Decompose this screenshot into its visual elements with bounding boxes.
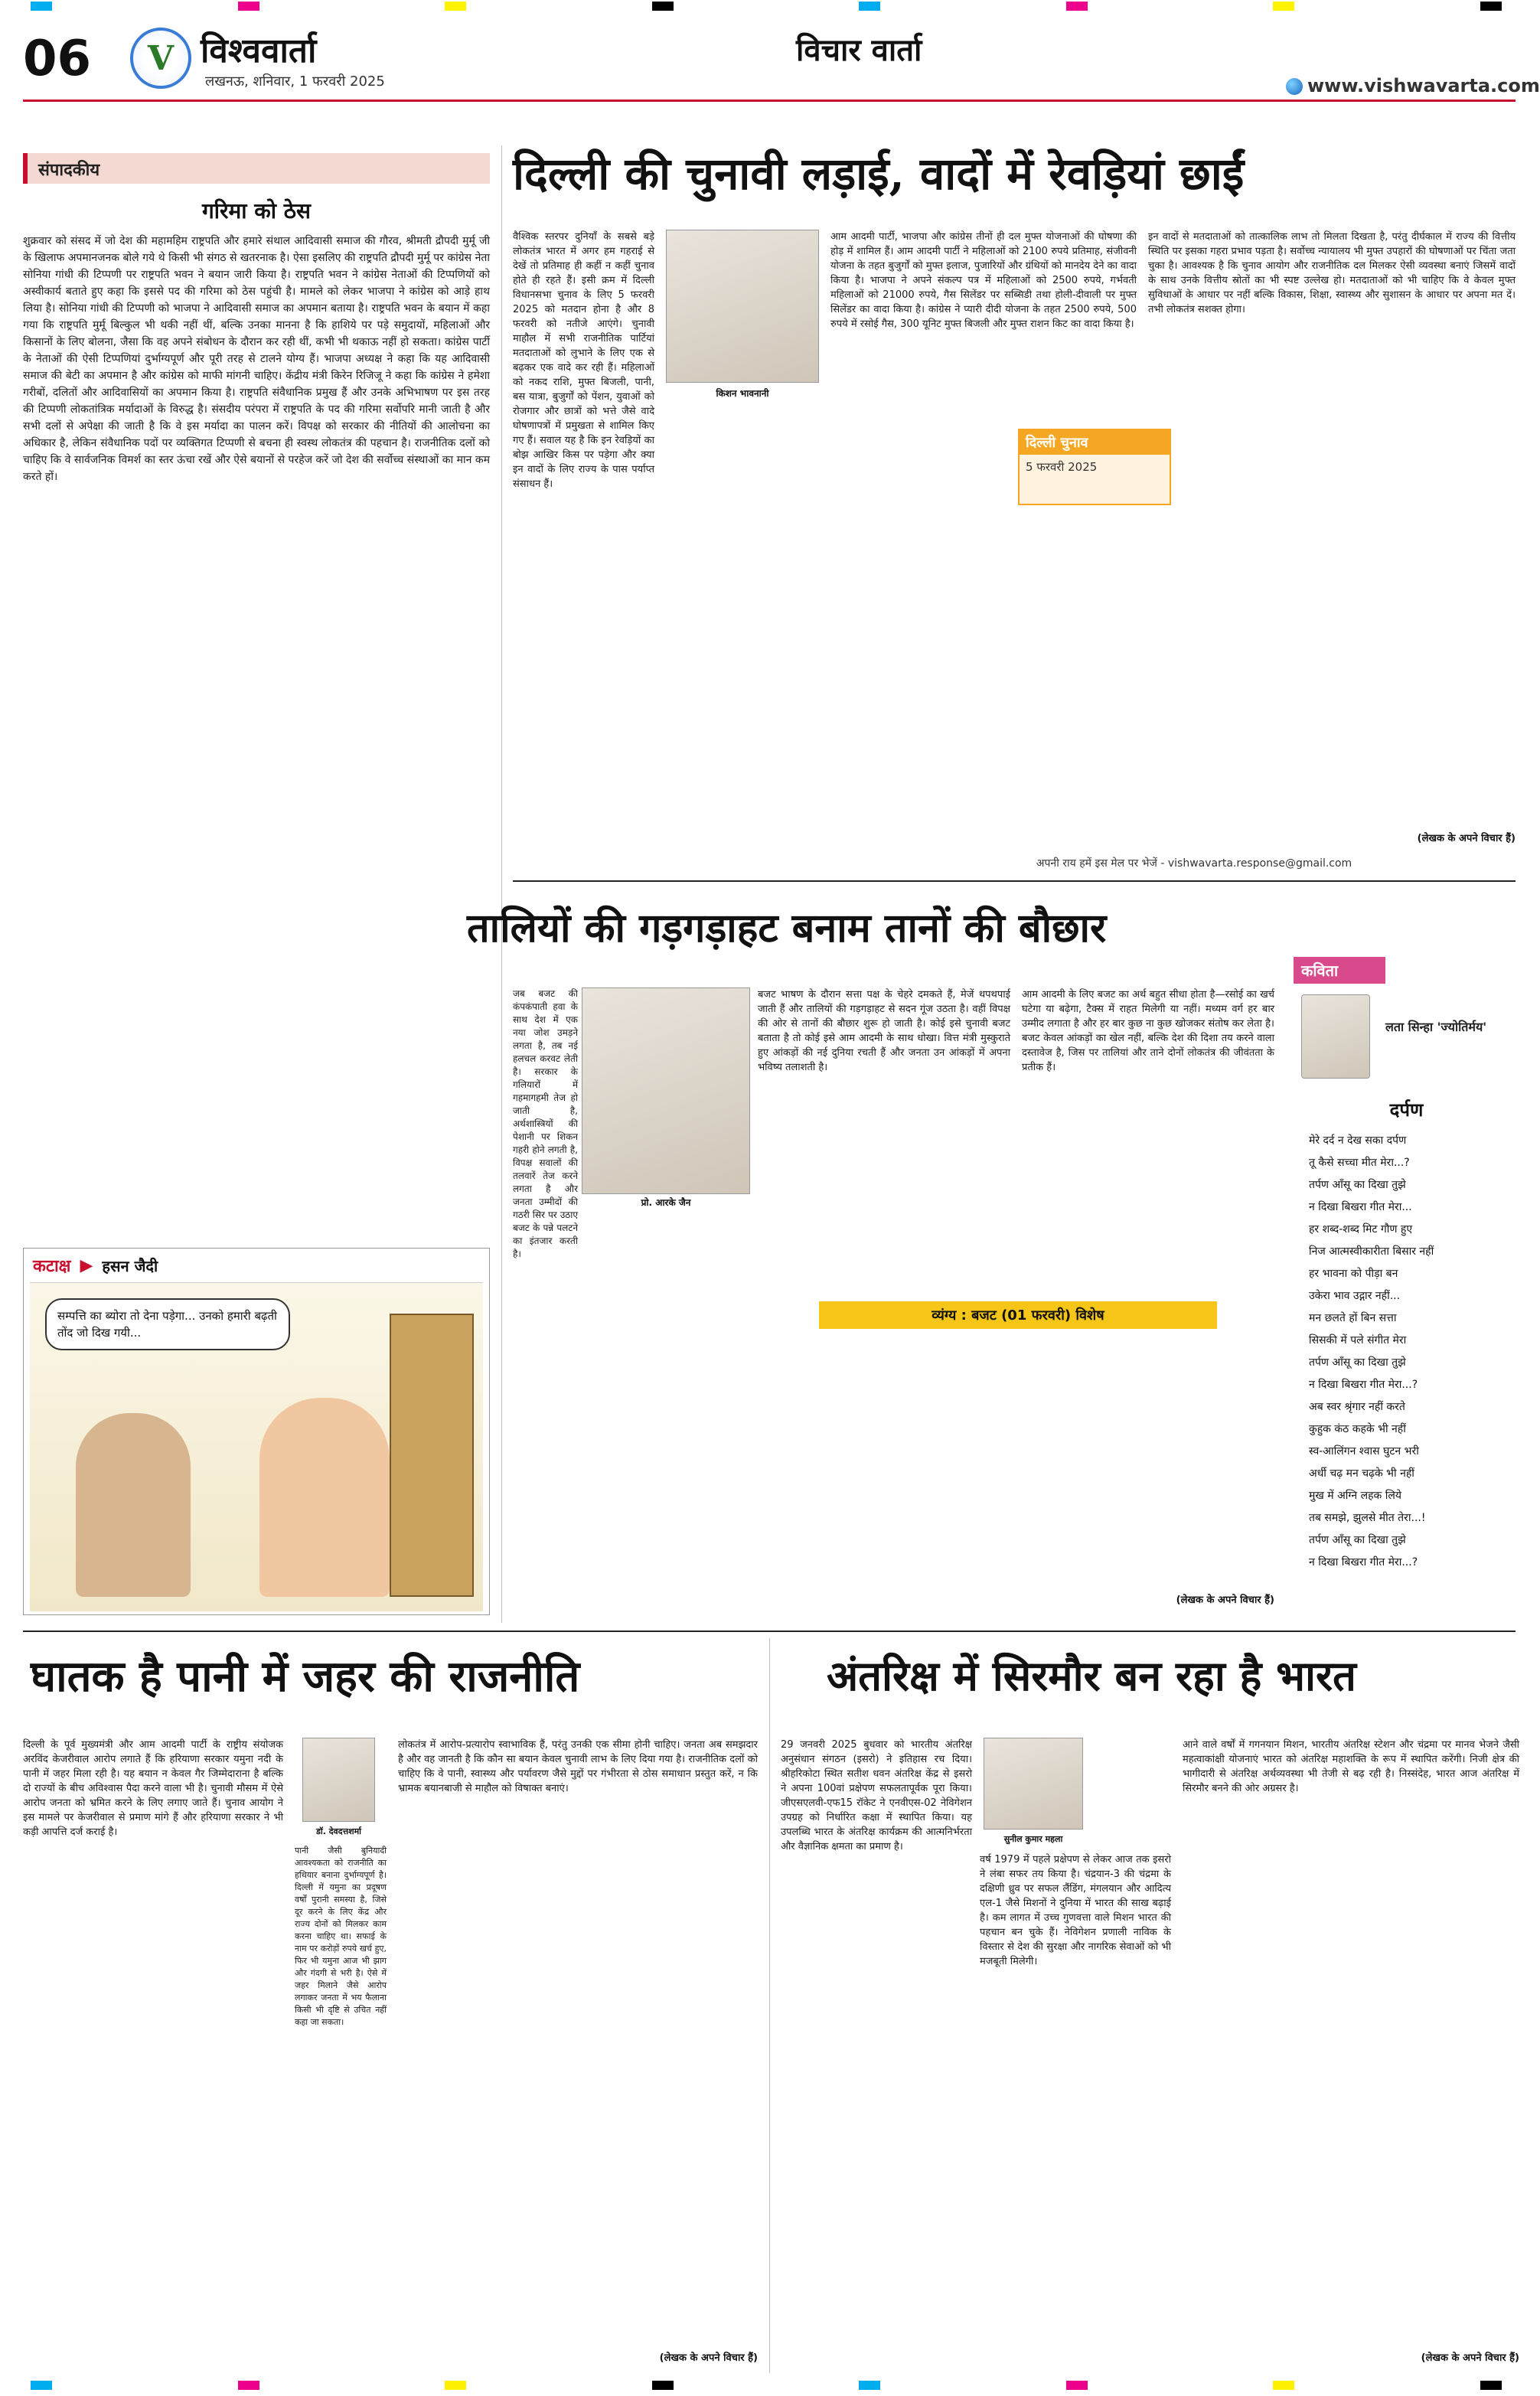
poem-line: कुहुक कंठ कहके भी नहीं (1309, 1423, 1406, 1435)
color-bar-top (0, 0, 1537, 12)
article2-headline: तालियों की गड़गड़ाहट बनाम तानों की बौछार (467, 905, 1107, 952)
poem-line: सिसकी में पले संगीत मेरा (1309, 1334, 1407, 1347)
article1-col3: इन वादों से मतदाताओं को तात्कालिक लाभ तो मिलता दिखता है, परंतु दीर्घकाल में राज्य की वित्तीय स्थिति पर इसका गहरा प्रभाव पड़ता है। सर्वोच्च न्यायालय भी मुफ्त उपहारों की घोषणाओं पर चिंता जता चुका है। आवश्यक है कि चुनाव आयोग और राजनीतिक दल मिलकर ऐसी व्यवस्था बनाएं जिसमें वादों के साथ उनके वित्तीय स्रोतों का भी स्पष्ट उल्लेख हो। मतदाताओं को भी चाहिए कि वे केवल मुफ्त सुविधाओं के आधार पर नहीं बल्कि विकास, शिक्षा, स्वास्थ्य और सुशासन के आधार पर अपना मत दें। तभी लोकतंत्र सशक्त होगा। (1148, 231, 1516, 315)
masthead (23, 23, 1540, 107)
cartoon-image (30, 1282, 483, 1611)
color-swatch (1273, 2, 1294, 11)
article2-footer: (लेखक के अपने विचार हैं) (1176, 1595, 1274, 1606)
poem-line: अर्धी चढ़ मन चढ़के भी नहीं (1309, 1467, 1414, 1480)
article4-footer: (लेखक के अपने विचार हैं) (1421, 2352, 1519, 2364)
budget-banner: व्यंग्य : बजट (01 फरवरी) विशेष (819, 1301, 1217, 1329)
color-swatch (238, 2, 259, 11)
color-swatch (445, 2, 466, 11)
article3-col2: पानी जैसी बुनियादी आवश्यकता को राजनीति का हथियार बनाना दुर्भाग्यपूर्ण है। दिल्ली में यमुना का प्रदूषण वर्षों पुरानी समस्या है, जिसे दूर करने के लिए केंद्र और राज्य दोनों को मिलकर काम करना चाहिए था। सफाई के नाम पर करोड़ों रुपये खर्च हुए, फिर भी यमुना आज भी झाग और गंदगी से भरी है। ऐसे में जहर मिलाने जैसे आरोप लगाकर जनता में भय फैलाना किसी भी दृष्टि से उचित नहीं कहा जा सकता। (295, 1846, 387, 2027)
color-swatch (1273, 2381, 1294, 2390)
cartoon-door (390, 1314, 474, 1597)
dateline: लखनऊ, शनिवार, 1 फरवरी 2025 (205, 73, 385, 90)
masthead-rule (23, 100, 1516, 102)
paper-name: विश्ववार्ता (201, 31, 317, 70)
article3-author: डॉ. देवदत्तशर्मा (315, 1826, 362, 1836)
color-swatch (445, 2381, 466, 2390)
poem-line: न दिखा बिखरा गीत मेरा... (1309, 1201, 1412, 1213)
poem-title: दर्पण (1389, 1099, 1424, 1121)
section-rule (513, 880, 1516, 882)
article2-col2: बजट भाषण के दौरान सत्ता पक्ष के चेहरे दमकते हैं, मेजें थपथपाई जाती हैं और तालियों की गड़गड़ाहट से सदन गूंज उठता है। वहीं विपक्ष की ओर से तानों की बौछार शुरू हो जाती है। कोई इसे चुनावी बजट बताता है तो कोई इसे आम आदमी के साथ धोखा। वित्त मंत्री मुस्कुराते हुए आंकड़ों की नई दुनिया रचती हैं और जनता उन आंकड़ों में अपना भविष्य तलाशती है। (758, 989, 1010, 1073)
poem-line: हर शब्द-शब्द मिट गौण हुए (1309, 1223, 1413, 1236)
cartoon-artist: हसन जैदी (102, 1256, 158, 1275)
color-swatch (238, 2381, 259, 2390)
color-bar-bottom (0, 2379, 1537, 2391)
editorial-body: शुक्रवार को संसद में जो देश की महामहिम राष्ट्रपति और हमारे संथाल आदिवासी समाज की गौरव, श्रीमती द्रौपदी मुर्मू जी के खिलाफ अपमानजनक बोले गये थे किसी भी संगठ से खतरनाक है। ऐसा इसलिए की राष्ट्रपति द्रौपदी मुर्मू पर कांग्रेस नेता सोनिया गांधी की टिप्पणी पर राष्ट्रपति भवन ने बयान जारी किया है। राष्ट्रपति भवन ने कांग्रेस नेताओं की टिप्पणियों को अस्वीकार्य बताते हुए कहा कि इससे पद की गरिमा को ठेस पहुंची है। मामले को लेकर भाजपा ने कांग्रेस को आड़े हाथ लिया है। सोनिया गांधी की टिप्पणी को भाजपा ने आदिवासी समाज का अपमान बताया है। राष्ट्रपति भवन के बयान में कहा गया कि राष्ट्रपति मुर्मू बिल्कुल भी थकी नहीं थीं, बल्कि उनका मानना है कि हाशिये पर पड़े समुदायों, महिलाओं और किसानों के लिए बोलना, जैसा कि वह अपने संबोधन के दौरान कर रही थीं, कभी भी थकाऊ नहीं हो सकता। कांग्रेस पार्टी के नेताओं की ऐसी टिप्पणियां दुर्भाग्यपूर्ण और पूरी तरह से टालने योग्य हैं। भाजपा अध्यक्ष ने कहा कि यह आदिवासी समाज की बेटी का अपमान है और कांग्रेस को माफी मांगनी चाहिए। केंद्रीय मंत्री किरेन रिजिजू ने कहा कि कांग्रेस ने हमेशा गरीबों, दलितों और आदिवासियों का अपमान किया है। राष्ट्रपति संवैधानिक प्रमुख हैं और उनके अभिभाषण पर इस तरह की टिप्पणी लोकतांत्रिक मर्यादाओं के विरुद्ध है। संसदीय परंपरा में राष्ट्रपति के पद की गरिमा सर्वोपरि मानी जाती है और सभी दलों से अपेक्षा की जाती है कि वे इस मर्यादा का पालन करें। विपक्ष को सरकार की नीतियों की आलोचना का अधिकार है, लेकिन संवैधानिक पदों पर व्यक्तिगत टिप्पणी से बचना ही स्वस्थ लोकतंत्र की पहचान है। राजनीतिक दलों को चाहिए कि वे सार्वजनिक विमर्श का स्तर ऊंचा रखें और ऐसे बयानों से परहेज करें जो देश की सर्वोच्च संस्थाओं का मान कम करते हों। (23, 235, 490, 483)
article4-author-photo (984, 1738, 1083, 1830)
poem-line: मेरे दर्द न देख सका दर्पण (1309, 1134, 1407, 1147)
article3-author-photo (302, 1738, 375, 1822)
poem-label: कविता (1294, 957, 1385, 984)
paper-logo-icon: V (130, 28, 191, 89)
editorial-label: संपादकीय (23, 153, 490, 184)
article1-col1: वैश्विक स्तरपर दुनियाँ के सबसे बड़े लोकतंत्र भारत में अगर हम गहराई से देखें तो प्रतिमाह ही कहीं न कहीं चुनाव होते ही रहते हैं। इसी क्रम में दिल्ली विधानसभा चुनाव के लिए 5 फरवरी 2025 को मतदान होना है और 8 फरवरी को नतीजे आएंगे। चुनावी माहौल में सभी राजनीतिक पार्टियां मतदाताओं को लुभाने के लिए एक से बढ़कर एक वादे कर रही हैं। महिलाओं को नकद राशि, मुफ्त बिजली, पानी, बस यात्रा, बुजुर्गों को पेंशन, युवाओं को रोजगार और छात्रों को भत्ते जैसे वादे घोषणापत्रों में प्रमुखता से शामिल किए गए हैं। सवाल यह है कि इन रेवड़ियों का बोझ आखिर किस पर पड़ेगा और क्या इन वादों के लिए राज्य के पास पर्याप्त संसाधन हैं। (513, 231, 654, 490)
article3-col1: दिल्ली के पूर्व मुख्यमंत्री और आम आदमी पार्टी के राष्ट्रीय संयोजक अरविंद केजरीवाल आरोप लगाते हैं कि हरियाणा सरकार यमुना नदी के पानी में जहर मिला रही है। यह बयान न केवल गैर जिम्मेदाराना है बल्कि दो राज्यों के बीच अविश्वास पैदा करने वाला भी है। चुनावी मौसम में ऐसे आरोप जनता को भ्रमित करने के लिए लगाए जाते हैं। चुनाव आयोग ने इस मामले पर केजरीवाल से प्रमाण मांगे हैं और हरियाणा सरकार ने भी कड़ी आपत्ति दर्ज कराई है। (23, 1739, 283, 1838)
color-swatch (652, 2, 674, 11)
article1-col1-cont (513, 413, 819, 865)
color-swatch (1480, 2381, 1502, 2390)
poem-line: स्व-आलिंगन श्वास घुटन भरी (1309, 1445, 1419, 1458)
article1-headline: दिल्ली की चुनावी लड़ाई, वादों में रेवड़ियां छाईं (513, 148, 1245, 200)
poem-line: हर भावना को पीड़ा बन (1309, 1268, 1398, 1280)
article2-author: प्रो. आरके जैन (641, 1197, 691, 1208)
response-email: अपनी राय हमें इस मेल पर भेजें - vishwavarta.response@gmail.com (1036, 857, 1352, 870)
poem-line: अब स्वर श्रृंगार नहीं करते (1309, 1401, 1405, 1413)
column-divider (769, 1638, 770, 2373)
poem-line: तब समझे, झुलसे मीत तेरा...! (1309, 1512, 1426, 1524)
poem-line: न दिखा बिखरा गीत मेरा...? (1309, 1379, 1418, 1391)
section-rule (23, 1631, 1516, 1632)
speech-bubble: सम्पत्ति का ब्योरा तो देना पड़ेगा... उनको हमारी बढ़ती तोंद जो दिख गयी... (45, 1298, 290, 1350)
color-swatch (31, 2381, 52, 2390)
color-swatch (1480, 2, 1502, 11)
article4-author: सुनील कुमार महला (1003, 1834, 1063, 1844)
poem-line: निज आत्मस्वीकारीता बिसार नहीं (1309, 1245, 1434, 1258)
poem-line: तर्पण आँसू का दिखा तुझे (1309, 1356, 1406, 1369)
article4-col1: 29 जनवरी 2025 बुधवार को भारतीय अंतरिक्ष अनुसंधान संगठन (इसरो) ने इतिहास रच दिया। श्रीहरिकोटा स्थित सतीश धवन अंतरिक्ष केंद्र से इसरो ने अपना 100वां प्रक्षेपण सफलतापूर्वक पूरा किया। जीएसएलवी-एफ15 रॉकेट ने एनवीएस-02 नेविगेशन उपग्रह को निर्धारित कक्षा में स्थापित किया। यह उपलब्धि भारत के अंतरिक्ष कार्यक्रम की आत्मनिर्भरता और वैज्ञानिक क्षमता का प्रमाण है। (781, 1739, 972, 1852)
color-swatch (31, 2, 52, 11)
editorial-column (23, 153, 490, 1209)
article3-col3: लोकतंत्र में आरोप-प्रत्यारोप स्वाभाविक हैं, परंतु उनकी एक सीमा होनी चाहिए। जनता अब समझदार है और वह जानती है कि कौन सा बयान केवल चुनावी लाभ के लिए दिया गया है। राजनीतिक दलों को चाहिए कि वे पानी, स्वास्थ्य और पर्यावरण जैसे मुद्दों पर गंभीरता से ठोस समाधान प्रस्तुत करें, न कि भ्रामक बयानबाजी से माहौल को विषाक्त बनाएं। (398, 1739, 758, 1794)
color-swatch (652, 2381, 674, 2390)
poet-name: लता सिन्हा 'ज्योतिर्मय' (1385, 1020, 1487, 1034)
article1-author-photo (666, 230, 819, 383)
arrow-icon: ▶ (80, 1255, 93, 1275)
poem-body (1294, 1130, 1519, 1574)
cartoon-figure-right (259, 1398, 390, 1597)
section-title: विचार वार्ता (796, 33, 922, 68)
article2-col1: जब बजट की कंपकंपाती हवा के साथ देश में एक नया जोश उमड़ने लगता है, तब नई हलचल करवट लेती है। सरकार के गलियारों में गहमागहमी तेज हो जाती है, अर्थशास्त्रियों की पेशानी पर शिकन गहरी होने लगती है, विपक्ष सवालों की तलवारें तेज करने लगता है और जनता उम्मीदों की गठरी सिर पर उठाए बजट के पन्ने पलटने का इंतजार करती है। (513, 988, 578, 1259)
article1-author: किशन भावनानी (716, 388, 769, 399)
color-swatch (859, 2381, 880, 2390)
page-number: 06 (23, 31, 92, 87)
article2-col1-cont (513, 1217, 742, 1615)
article3-footer: (लेखक के अपने विचार हैं) (659, 2352, 758, 2364)
poem-line: उकेरा भाव उद्गार नहीं... (1309, 1290, 1401, 1302)
cartoon-label: कटाक्ष (33, 1257, 71, 1276)
article4-col2: वर्ष 1979 में पहले प्रक्षेपण से लेकर आज तक इसरो ने लंबा सफर तय किया है। चंद्रयान-3 की चंद्रमा के दक्षिणी ध्रुव पर सफल लैंडिंग, मंगलयान और आदित्य एल-1 जैसे मिशनों ने दुनिया में भारत की साख बढ़ाई है। कम लागत में उच्च गुणवत्ता वाले मिशन भारत की पहचान बन चुके हैं। नेविगेशन प्रणाली नाविक के विस्तार से देश की सुरक्षा और नागरिक सेवाओं को भी मजबूती मिलेगी। (980, 1854, 1171, 1967)
badge-title: दिल्ली चुनाव (1020, 430, 1170, 455)
poem-box (1294, 957, 1519, 1615)
column-divider (501, 145, 502, 1623)
badge-date: 5 फरवरी 2025 (1026, 460, 1098, 474)
article1-footer: (लेखक के अपने विचार हैं) (1417, 833, 1516, 844)
website-link[interactable]: www.vishwavarta.com (1307, 75, 1540, 96)
globe-icon (1286, 78, 1303, 95)
article2-author-photo (582, 987, 750, 1194)
poem-line: तर्पण ऑंसू का दिखा तुझे (1309, 1179, 1406, 1191)
article2-col3: आम आदमी के लिए बजट का अर्थ बहुत सीधा होता है—रसोई का खर्च घटेगा या बढ़ेगा, टैक्स में राहत मिलेगी या नहीं। मध्यम वर्ग हर बार उम्मीद लगाता है और हर बार कुछ ना कुछ खोजकर संतोष कर लेता है। बजट केवल आंकड़ों का खेल नहीं, बल्कि देश की दिशा तय करने वाला दस्तावेज है, जिस पर तालियां और ताने दोनों लोकतंत्र की जीवंतता के प्रतीक हैं। (1022, 989, 1274, 1073)
poem-line: मुख में अग्नि लहक लिये (1309, 1490, 1401, 1502)
article4-col3: आने वाले वर्षों में गगनयान मिशन, भारतीय अंतरिक्ष स्टेशन और चंद्रमा पर मानव भेजने जैसी महत्वाकांक्षी योजनाएं भारत को अंतरिक्ष महाशक्ति के रूप में स्थापित करेंगी। निजी क्षेत्र की भागीदारी से अंतरिक्ष अर्थव्यवस्था भी तेजी से बढ़ रही है। निस्संदेह, भारत आज अंतरिक्ष में सिरमौर बनने की ओर अग्रसर है। (1183, 1739, 1519, 1794)
poem-line: तू कैसे सच्चा मीत मेरा...? (1309, 1157, 1410, 1169)
cartoon-box (23, 1248, 490, 1615)
poem-line: तर्पण आँसू का दिखा तुझे (1309, 1534, 1406, 1546)
article1-col2: आम आदमी पार्टी, भाजपा और कांग्रेस तीनों ही दल मुफ्त योजनाओं की घोषणा की होड़ में शामिल हैं। आम आदमी पार्टी ने महिलाओं को 2100 रुपये प्रतिमाह, संजीवनी योजना के तहत बुजुर्गों को मुफ्त इलाज, पुजारियों और ग्रंथियों को मानदेय देने का वादा किया है। भाजपा ने अपने संकल्प पत्र में महिलाओं को 2500 रुपये, गर्भवती महिलाओं को 21000 रुपये, गैस सिलेंडर पर सब्सिडी तथा होली-दीवाली पर मुफ्त सिलेंडर का वादा किया है। कांग्रेस ने प्यारी दीदी योजना के तहत 2500 रुपये, 500 रुपये में रसोई गैस, 300 यूनिट मुफ्त बिजली और मुफ्त राशन किट का वादा किया है। (830, 231, 1137, 330)
poet-photo (1301, 994, 1370, 1079)
color-swatch (859, 2, 880, 11)
poem-line: न दिखा बिखरा गीत मेरा...? (1309, 1556, 1418, 1568)
color-swatch (1066, 2, 1088, 11)
cartoon-figure-left (76, 1413, 191, 1597)
article4-headline: अंतरिक्ष में सिरमौर बन रहा है भारत (827, 1651, 1356, 1700)
color-swatch (1066, 2381, 1088, 2390)
poem-line: मन छलते हों बिन सत्ता (1309, 1312, 1397, 1324)
article3-headline: घातक है पानी में जहर की राजनीति (31, 1651, 580, 1702)
editorial-title: गरिमा को ठेस (202, 198, 311, 224)
